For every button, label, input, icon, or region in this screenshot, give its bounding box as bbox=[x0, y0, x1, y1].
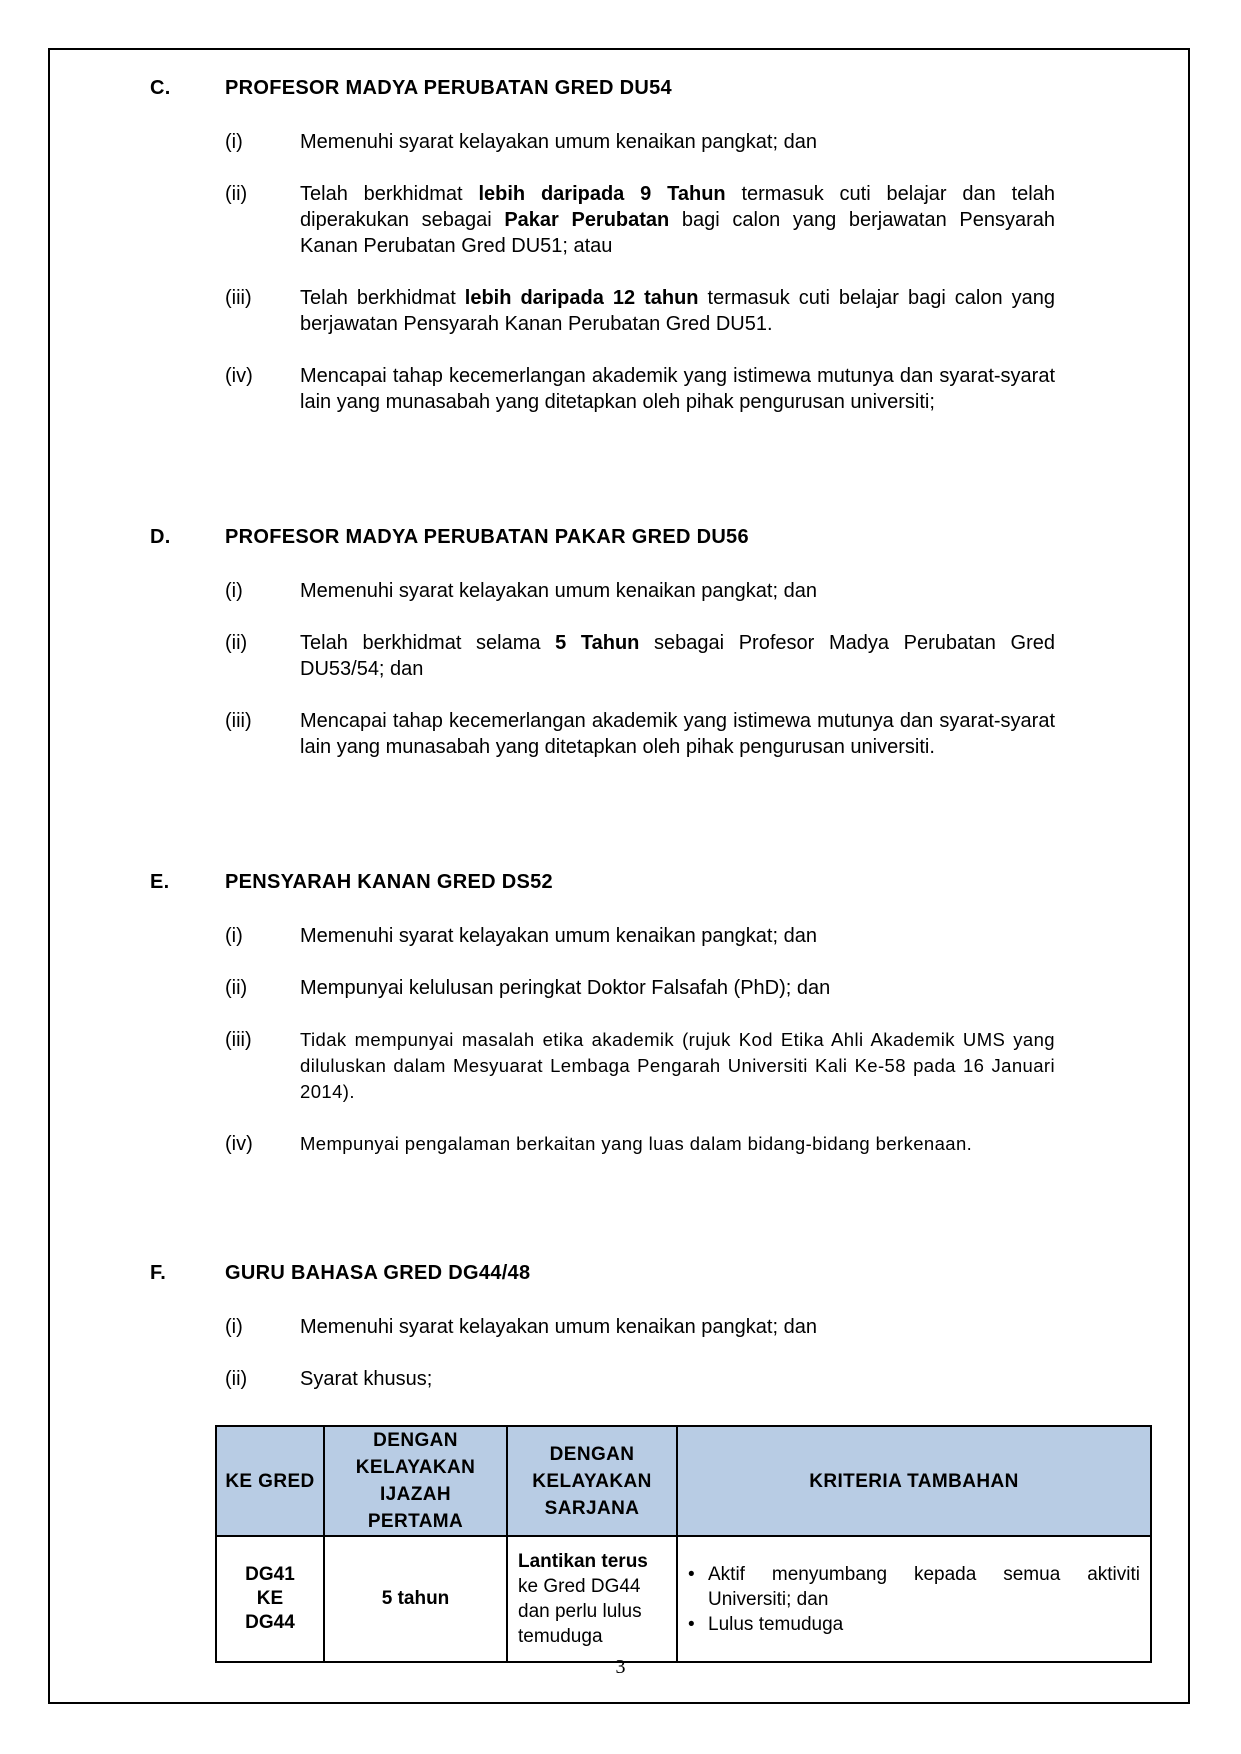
section-heading bbox=[150, 526, 1055, 552]
list-item bbox=[150, 363, 1055, 415]
header-kriteria-label: KRITERIA TAMBAHAN bbox=[809, 1470, 1019, 1492]
item-number: (iii) bbox=[225, 710, 252, 732]
section-letter: D. bbox=[150, 526, 171, 548]
grade-line1: DG41 bbox=[245, 1564, 295, 1585]
table-header-row bbox=[216, 1426, 1151, 1536]
item-number: (i) bbox=[225, 580, 243, 602]
header-sarjana-line1: DENGAN bbox=[549, 1443, 635, 1465]
text-run: Memenuhi syarat kelayakan umum kenaikan pangkat; dan bbox=[300, 1316, 817, 1338]
text-run: Telah berkhidmat bbox=[300, 287, 465, 309]
item-number: (i) bbox=[225, 925, 243, 947]
sarjana-text: ke Gred DG44 dan perlu lulus temuduga bbox=[518, 1576, 642, 1647]
header-ijazah-line1: DENGAN bbox=[373, 1430, 458, 1451]
bold-text: Pakar Perubatan bbox=[504, 209, 670, 231]
header-kriteria-tambahan bbox=[677, 1426, 1151, 1536]
text-run: bagi calon yang berjawatan Pensyarah Kanan Perubatan Gred DU51; atau bbox=[300, 209, 1055, 257]
bold-text: lebih daripada 12 tahun bbox=[464, 287, 699, 309]
text-run: Mempunyai kelulusan peringkat Doktor Falsafah (PhD); dan bbox=[300, 977, 831, 999]
page-number: 3 bbox=[615, 1656, 626, 1678]
text-run: Mencapai tahap kecemerlangan akademik yang istimewa mutunya dan syarat-syarat lain yang munasabah yang ditetapkan oleh pihak pengurusan universiti; bbox=[300, 365, 1055, 413]
item-text bbox=[300, 975, 1055, 1001]
bold-text: lebih daripada 9 Tahun bbox=[478, 183, 726, 205]
text-run: Tidak mempunyai masalah etika akademik (rujuk Kod Etika Ahli Akademik UMS yang diluluskan dalam Mesyuarat Lembaga Pengarah Universiti Kali Ke-58 pada 16 Januari 2014). bbox=[300, 1029, 1055, 1102]
section-title: PENSYARAH KANAN GRED DS52 bbox=[225, 871, 553, 893]
cell-ke-gred bbox=[216, 1536, 324, 1662]
cell-sarjana bbox=[507, 1536, 677, 1662]
list-item bbox=[688, 1562, 1140, 1612]
item-text bbox=[300, 1027, 1055, 1105]
text-run: termasuk cuti belajar dan telah diperakukan sebagai bbox=[300, 183, 1055, 231]
item-text bbox=[300, 181, 1055, 259]
text-run: Syarat khusus; bbox=[300, 1368, 433, 1390]
text-run: termasuk cuti belajar bagi calon yang berjawatan Pensyarah Kanan Perubatan Gred DU51. bbox=[300, 287, 1055, 335]
sarjana-bold-text: Lantikan terus bbox=[518, 1551, 648, 1572]
item-number: (iv) bbox=[225, 1133, 253, 1155]
item-text bbox=[300, 129, 1055, 155]
item-text bbox=[300, 630, 1055, 682]
section-heading bbox=[150, 77, 1055, 103]
text-run: Telah berkhidmat bbox=[300, 183, 479, 205]
item-text bbox=[300, 1314, 1055, 1340]
item-text bbox=[300, 578, 1055, 604]
text-run: sebagai Profesor Madya Perubatan Gred DU53/54; dan bbox=[300, 632, 1055, 680]
kriteria-item-1: Aktif menyumbang kepada semua aktiviti Universiti; dan bbox=[708, 1563, 1140, 1610]
section-title: PROFESOR MADYA PERUBATAN GRED DU54 bbox=[225, 77, 672, 99]
item-text bbox=[300, 363, 1055, 415]
bullet-icon: • bbox=[688, 1563, 695, 1585]
header-sarjana-line2: KELAYAKAN bbox=[532, 1470, 652, 1492]
text-run: Mencapai tahap kecemerlangan akademik yang istimewa mutunya dan syarat-syarat lain yang munasabah yang ditetapkan oleh pihak pengurusan universiti. bbox=[300, 710, 1055, 758]
section-letter: C. bbox=[150, 77, 171, 99]
header-ijazah-pertama bbox=[324, 1426, 507, 1536]
item-text bbox=[300, 1131, 1055, 1157]
section-c bbox=[150, 77, 1055, 415]
list-item bbox=[150, 129, 1055, 155]
item-number: (ii) bbox=[225, 1368, 248, 1390]
grade-line2: KE bbox=[256, 1588, 284, 1609]
section-letter: E. bbox=[150, 871, 170, 893]
section-d bbox=[150, 526, 1055, 760]
list-item bbox=[150, 181, 1055, 259]
text-run: Telah berkhidmat selama bbox=[300, 632, 556, 654]
header-ke-gred-label: KE GRED bbox=[225, 1470, 315, 1492]
item-number: (ii) bbox=[225, 183, 248, 205]
item-text bbox=[300, 1366, 1055, 1392]
list-item bbox=[150, 285, 1055, 337]
cell-kriteria-tambahan bbox=[677, 1536, 1151, 1662]
list-item bbox=[150, 578, 1055, 604]
list-item bbox=[150, 1027, 1055, 1105]
text-run: Mempunyai pengalaman berkaitan yang luas dalam bidang-bidang berkenaan. bbox=[300, 1133, 973, 1154]
item-number: (ii) bbox=[225, 977, 248, 999]
item-number: (iii) bbox=[225, 287, 252, 309]
table-row bbox=[216, 1536, 1151, 1662]
section-heading bbox=[150, 1262, 1055, 1288]
kriteria-list bbox=[688, 1562, 1140, 1637]
kriteria-item-2: Lulus temuduga bbox=[708, 1613, 844, 1635]
list-item bbox=[150, 708, 1055, 760]
header-ijazah-line2: KELAYAKAN bbox=[355, 1457, 476, 1478]
text-run: Memenuhi syarat kelayakan umum kenaikan pangkat; dan bbox=[300, 580, 817, 602]
list-item bbox=[688, 1612, 1140, 1637]
list-item bbox=[150, 1131, 1055, 1157]
header-ijazah-line3: IJAZAH PERTAMA bbox=[367, 1484, 464, 1532]
item-number: (ii) bbox=[225, 632, 248, 654]
list-item bbox=[150, 923, 1055, 949]
section-title: PROFESOR MADYA PERUBATAN PAKAR GRED DU56 bbox=[225, 526, 749, 548]
item-number: (iv) bbox=[225, 365, 253, 387]
header-ke-gred bbox=[216, 1426, 324, 1536]
bold-text: 5 Tahun bbox=[555, 632, 640, 654]
header-sarjana-line3: SARJANA bbox=[544, 1497, 640, 1519]
item-text bbox=[300, 285, 1055, 337]
section-e bbox=[150, 871, 1055, 1157]
list-item bbox=[150, 1366, 1055, 1392]
item-text bbox=[300, 923, 1055, 949]
item-number: (i) bbox=[225, 1316, 243, 1338]
grade-line3: DG44 bbox=[245, 1612, 295, 1633]
item-number: (iii) bbox=[225, 1029, 252, 1051]
section-f bbox=[150, 1262, 1055, 1392]
list-item bbox=[150, 975, 1055, 1001]
section-title: GURU BAHASA GRED DG44/48 bbox=[225, 1262, 531, 1284]
section-letter: F. bbox=[150, 1262, 167, 1284]
item-text bbox=[300, 708, 1055, 760]
text-run: Memenuhi syarat kelayakan umum kenaikan pangkat; dan bbox=[300, 131, 817, 153]
list-item bbox=[150, 1314, 1055, 1340]
bullet-icon: • bbox=[688, 1613, 695, 1635]
text-run: Memenuhi syarat kelayakan umum kenaikan pangkat; dan bbox=[300, 925, 817, 947]
section-heading bbox=[150, 871, 1055, 897]
list-item bbox=[150, 630, 1055, 682]
criteria-table bbox=[215, 1425, 1152, 1663]
header-sarjana bbox=[507, 1426, 677, 1536]
item-number: (i) bbox=[225, 131, 243, 153]
cell-ijazah-pertama: 5 tahun bbox=[324, 1536, 507, 1662]
